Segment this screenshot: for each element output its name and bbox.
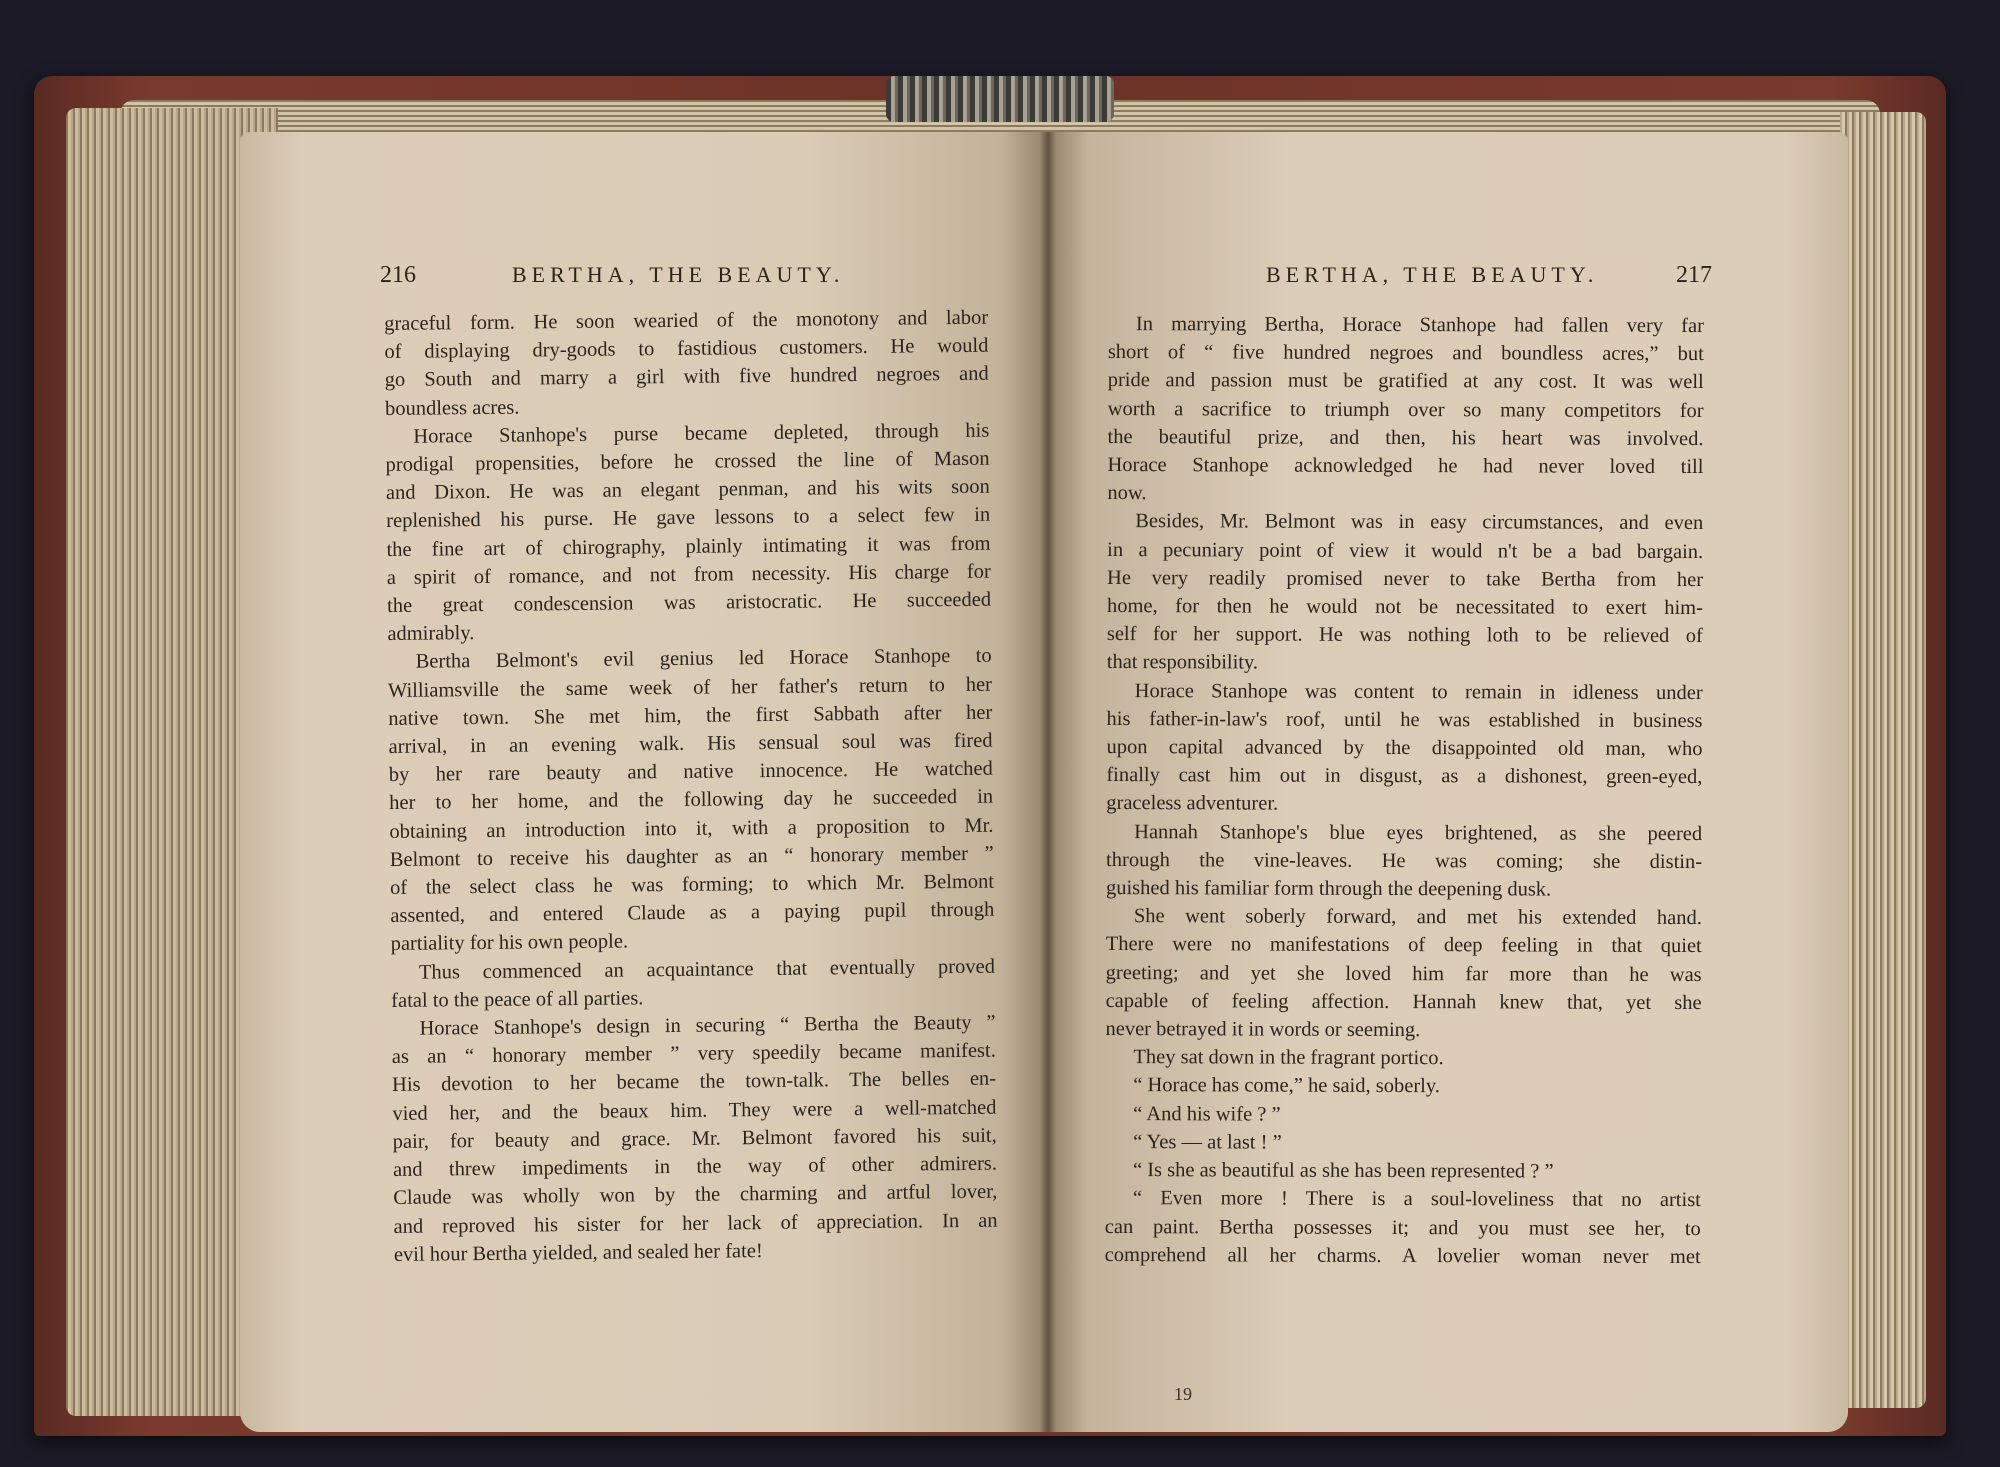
text-line: “ Even more ! There is a soul-loveliness that no artist [1132,1187,1701,1212]
text-line: upon capital advanced by the disappointed old man, who [1106,736,1703,761]
text-line: short of “ five hundred negroes and boundless acres,” but [1107,341,1704,366]
text-line: She went soberly forward, and met his extended hand. [1133,905,1702,930]
text-line: Horace Stanhope's design in securing “ Bertha the Beauty ” [419,1011,996,1040]
text-line: the great condescension was aristocratic. He succeeded [386,588,992,618]
text-line: guished his familiar form through the deepening dusk. [1105,877,1552,901]
text-line: in a pecuniary point of view it would n't be a bad bargain. [1107,538,1704,563]
text-line: of displaying dry-goods to fastidious customers. He would [384,334,989,364]
text-line: Bertha Belmont's evil genius led Horace Stanhope to [415,645,992,674]
right-page [1048,132,1848,1432]
text-line: His devotion to her became the town-talk. The belles en- [392,1068,997,1097]
text-line: pair, for beauty and grace. Mr. Belmont favored his suit, [392,1124,997,1153]
text-line: Claude was wholly won by the charming and artful lover, [393,1180,998,1210]
text-line: evil hour Bertha yielded, and sealed her fate! [393,1239,763,1266]
text-line: fatal to the peace of all parties. [391,987,644,1012]
text-line: Horace Stanhope's purse became depleted, through his [413,419,990,448]
text-line: obtaining an introduction into it, with a proposition to Mr. [389,814,994,843]
text-line: He very readily promised never to take Bertha from her [1107,566,1704,591]
text-line: “ Horace has come,” he said, soberly. [1133,1074,1440,1098]
text-line: by her rare beauty and native innocence. He watched [388,757,993,787]
text-line: the fine art of chirography, plainly intimating it was from [386,532,991,561]
text-line: Thus commenced an acquaintance that eventually proved [418,955,996,984]
text-line: assented, and entered Claude as a paying pupil through [390,898,995,928]
text-line: native town. She met him, the first Sabbath after her [388,701,993,730]
text-line: They sat down in the fragrant portico. [1133,1046,1444,1070]
text-line: partiality for his own people. [390,930,629,956]
text-line: a spirit of romance, and not from necessity. His charge for [386,560,991,589]
text-line: home, for then he would not be necessitated to exert him- [1106,595,1704,620]
text-line: “ Is she as beautiful as she has been represented ? ” [1132,1159,1554,1183]
text-line: Belmont to receive his daughter as an “ honorary member ” [389,842,994,871]
text-line: go South and marry a girl with five hundred negroes and [384,363,989,392]
spine-binding [886,76,1114,122]
text-line: admirably. [387,622,475,646]
text-line: now. [1107,482,1147,505]
text-line: prodigal propensities, before he crossed the line of Mason [385,447,990,477]
text-line: through the vine-leaves. He was coming; she distin- [1106,848,1703,873]
text-line: “ And his wife ? ” [1133,1102,1281,1126]
left-running-head: BERTHA, THE BEAUTY. [512,262,845,287]
text-line: self for her support. He was nothing loth to be relieved of [1106,623,1703,648]
text-line: finally cast him out in disgust, as a dishonest, green-eyed, [1106,764,1703,789]
text-line: capable of feeling affection. Hannah knew that, yet she [1105,989,1702,1014]
left-page [240,132,1050,1432]
text-line: graceless adventurer. [1106,792,1279,816]
text-line: can paint. Bertha possesses it; and you must see her, to [1104,1215,1701,1240]
text-line: comprehend all her charms. A lovelier woman never met [1104,1243,1701,1268]
left-page-number: 216 [380,262,416,288]
right-running-head: BERTHA, THE BEAUTY. [1266,262,1599,287]
text-line: boundless acres. [384,396,520,420]
text-line: arrival, in an evening walk. His sensual soul was fired [388,729,993,759]
text-line: and Dixon. He was an elegant penman, and his wits soon [385,475,991,505]
text-line: greeting; and yet she loved him far more than he was [1105,961,1702,986]
signature-mark: 19 [1174,1384,1192,1404]
text-line: Besides, Mr. Belmont was in easy circumstances, and even [1135,510,1704,535]
text-line: Hannah Stanhope's blue eyes brightened, as she peered [1134,820,1703,845]
text-line: There were no manifestations of deep feeling in that quiet [1105,933,1702,958]
text-line: and threw impediments in the way of other admirers. [392,1152,998,1182]
page-edges-right [1840,112,1926,1408]
text-line: that responsibility. [1106,651,1259,674]
left-page-body [384,304,998,1269]
text-line: of the select class he was forming; to which Mr. Belmont [389,870,995,900]
text-line: Williamsville the same week of her father's return to her [387,673,993,702]
right-page-body [1105,310,1704,1271]
text-line: vied her, and the beaux him. They were a well-matched [392,1096,997,1125]
text-line: “ Yes — at last ! ” [1133,1130,1282,1154]
text-line: the beautiful prize, and then, his heart was involved. [1107,425,1704,450]
text-line: never betrayed it in words or seeming. [1105,1018,1421,1042]
text-line: graceful form. He soon wearied of the monotony and labor [384,306,989,335]
text-line: In marrying Bertha, Horace Stanhope had fallen very far [1135,313,1704,338]
text-line: and reproved his sister for her lack of appreciation. In an [393,1209,998,1238]
text-line: Horace Stanhope was content to remain in idleness under [1134,679,1703,704]
right-page-number: 217 [1676,262,1712,288]
text-line: pride and passion must be gratified at any cost. It was well [1107,369,1704,394]
text-line: worth a sacrifice to triumph over so many competitors for [1107,397,1704,422]
book-gutter [1040,132,1056,1432]
text-line: as an “ honorary member ” very speedily became manifest. [391,1039,996,1069]
text-line: Horace Stanhope acknowledged he had never loved till [1107,454,1704,479]
text-line: replenished his purse. He gave lessons to a select few in [386,504,991,533]
text-line: his father-in-law's roof, until he was established in business [1106,707,1703,732]
text-line: her to her home, and the following day he succeeded in [389,786,994,815]
